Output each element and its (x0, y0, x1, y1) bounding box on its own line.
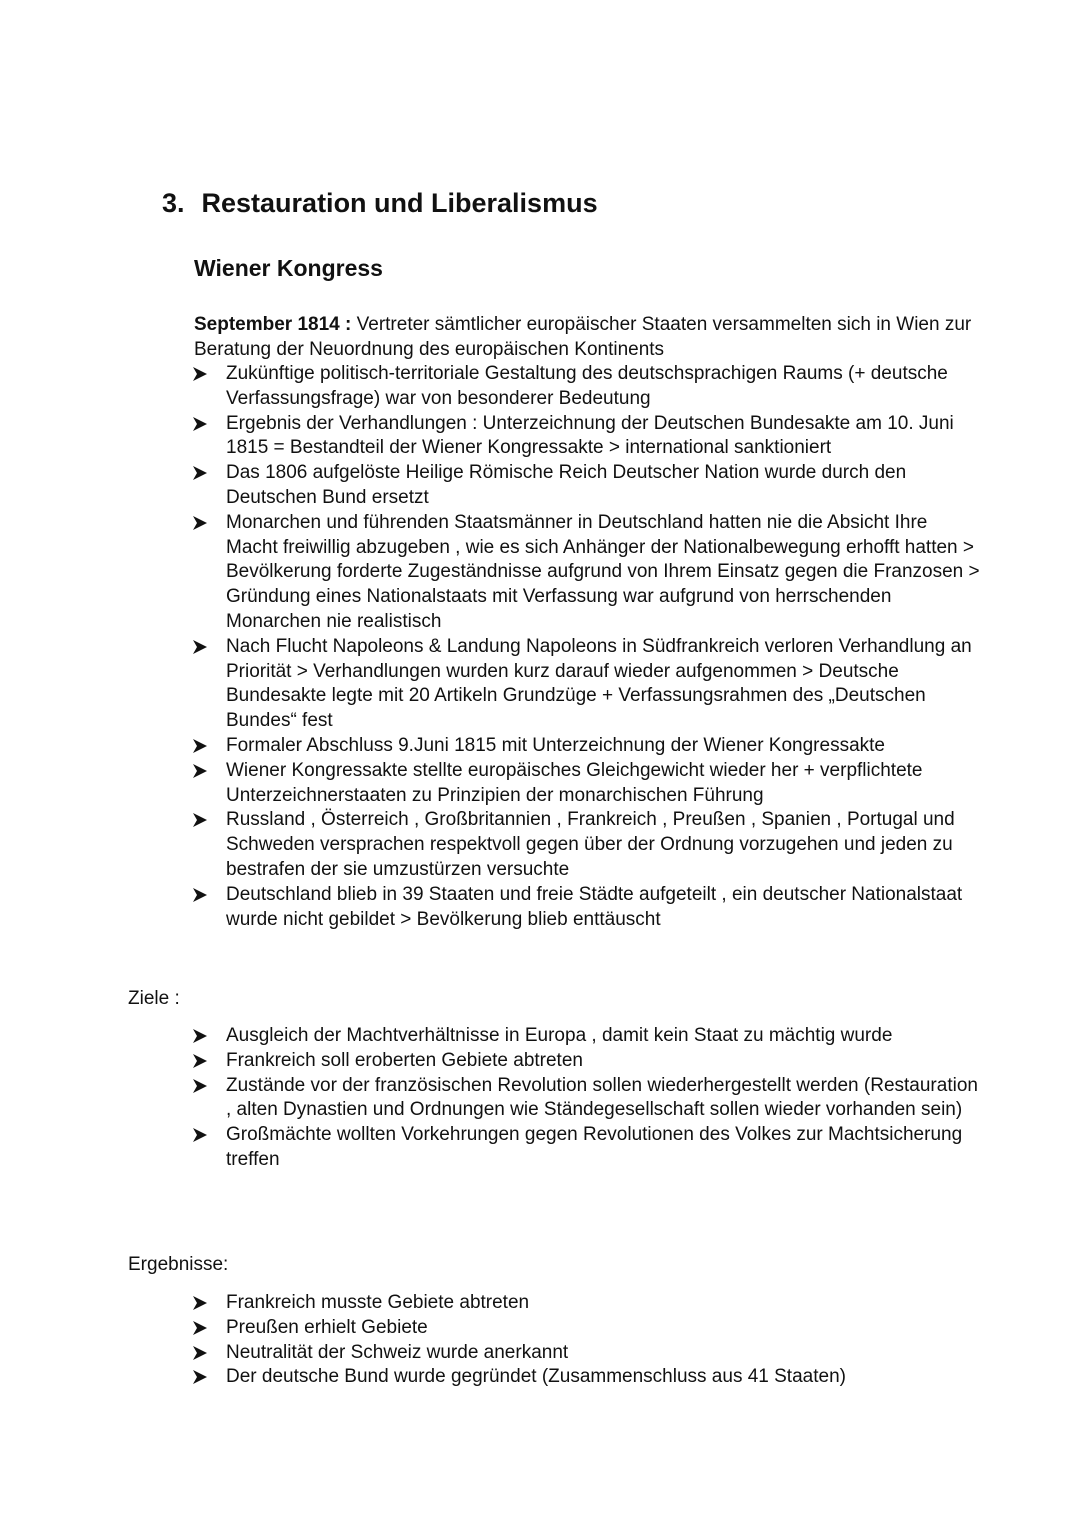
ziele-bullet-list (192, 1024, 982, 1173)
arrowhead-bullet-icon (192, 763, 208, 779)
list-item-text: Wiener Kongressakte stellte europäisches Gleichgewicht wieder her + verpflichtete Unterzeichnerstaaten zu Prinzipien der monarchischen Führung (226, 759, 923, 806)
list-item (192, 883, 982, 933)
section-heading (162, 185, 598, 221)
section-title: Restauration und Liberalismus (201, 188, 598, 218)
list-item (192, 734, 982, 759)
arrowhead-bullet-icon (192, 1028, 208, 1044)
arrowhead-bullet-icon (192, 639, 208, 655)
list-item (192, 1365, 982, 1390)
ziele-label: Ziele : (128, 988, 180, 1009)
arrowhead-bullet-icon (192, 1320, 208, 1336)
list-item (192, 1074, 982, 1124)
list-item-text: Der deutsche Bund wurde gegründet (Zusammenschluss aus 41 Staaten) (226, 1366, 846, 1388)
list-item-text: Das 1806 aufgelöste Heilige Römische Reich Deutscher Nation wurde durch den Deutschen Bund ersetzt (226, 462, 907, 508)
list-item-text: Formaler Abschluss 9.Juni 1815 mit Unterzeichnung der Wiener Kongressakte (226, 734, 885, 756)
list-item (192, 1316, 982, 1341)
arrowhead-bullet-icon (192, 366, 208, 382)
list-item (192, 1291, 982, 1316)
list-item-text: Preußen erhielt Gebiete (226, 1316, 428, 1338)
intro-paragraph (194, 312, 984, 362)
list-item-text: Zustände vor der französischen Revolution sollen wiederhergestellt werden (Restauration , alten Dynastien und Ordnungen wie Ständegesellschaft sollen wieder vorhanden sein) (226, 1074, 978, 1121)
ergebnisse-label: Ergebnisse: (128, 1254, 229, 1275)
list-item (192, 1049, 982, 1074)
section-number: 3. (162, 188, 185, 218)
list-item (192, 759, 982, 809)
list-item-text: Großmächte wollten Vorkehrungen gegen Revolutionen des Volkes zur Machtsicherung treffen (226, 1124, 963, 1170)
list-item-text: Ergebnis der Verhandlungen : Unterzeichnung der Deutschen Bundesakte am 10. Juni 1815 = Bestandteil der Wiener Kongressakte > international sanktioniert (226, 412, 954, 459)
arrowhead-bullet-icon (192, 1127, 208, 1143)
arrowhead-bullet-icon (192, 887, 208, 903)
list-item (192, 461, 982, 511)
list-item-text: Frankreich soll eroberten Gebiete abtreten (226, 1049, 583, 1071)
arrowhead-bullet-icon (192, 416, 208, 432)
list-item-text: Nach Flucht Napoleons & Landung Napoleons in Südfrankreich verloren Verhandlung an Priorität > Verhandlungen wurden kurz darauf wieder aufgenommen > Deutsche Bundesakte legte mit 20 Artikeln Grundzüge + Verfassungsrahmen des „Deutschen Bundes“ fest (226, 635, 972, 732)
kongress-bullet-list (192, 362, 982, 932)
list-item (192, 412, 982, 462)
list-item-text: Deutschland blieb in 39 Staaten und freie Städte aufgeteilt , ein deutscher Nationalstaat wurde nicht gebildet > Bevölkerung blieb enttäuscht (226, 883, 963, 930)
list-item (192, 362, 982, 412)
list-item (192, 1341, 982, 1366)
list-item (192, 1123, 982, 1173)
arrowhead-bullet-icon (192, 1295, 208, 1311)
arrowhead-bullet-icon (192, 1345, 208, 1361)
arrowhead-bullet-icon (192, 812, 208, 828)
list-item (192, 1024, 982, 1049)
arrowhead-bullet-icon (192, 465, 208, 481)
list-item-text: Frankreich musste Gebiete abtreten (226, 1292, 530, 1313)
intro-date: September 1814 : (194, 314, 352, 335)
intro-text: Vertreter sämtlicher europäischer Staaten versammelten sich in Wien zur Beratung der Neuordnung des europäischen Kontinents (194, 314, 972, 360)
list-item-text: Russland , Österreich , Großbritannien , Frankreich , Preußen , Spanien , Portugal und Schweden versprachen respektvoll gegen über der Ordnung vorzugehen und jeden zu bestrafen der sie umzustürzen versuchte (226, 809, 955, 880)
list-item (192, 808, 982, 882)
ergebnisse-bullet-list (192, 1291, 982, 1390)
list-item-text: Neutralität der Schweiz wurde anerkannt (226, 1341, 569, 1363)
list-item-text: Ausgleich der Machtverhältnisse in Europa , damit kein Staat zu mächtig wurde (226, 1025, 893, 1046)
list-item (192, 511, 982, 635)
arrowhead-bullet-icon (192, 1369, 208, 1385)
arrowhead-bullet-icon (192, 738, 208, 754)
subsection-heading: Wiener Kongress (194, 255, 383, 281)
arrowhead-bullet-icon (192, 1053, 208, 1069)
list-item-text: Zukünftige politisch-territoriale Gestaltung des deutschsprachigen Raums (+ deutsche Verfassungsfrage) war von besonderer Bedeutung (226, 363, 948, 409)
list-item (192, 635, 982, 734)
arrowhead-bullet-icon (192, 1078, 208, 1094)
arrowhead-bullet-icon (192, 515, 208, 531)
list-item-text: Monarchen und führenden Staatsmänner in Deutschland hatten nie die Absicht Ihre Macht freiwillig abzugeben , wie es sich Anhänger der Nationalbewegung erhofft hatten > Bevölkerung forderte Zugeständnisse aufgrund von Ihrem Einsatz gegen die Franzosen > Gründung eines Nationalstaats mit Verfassung war aufgrund von herrschenden Monarchen nie realistisch (226, 511, 980, 632)
